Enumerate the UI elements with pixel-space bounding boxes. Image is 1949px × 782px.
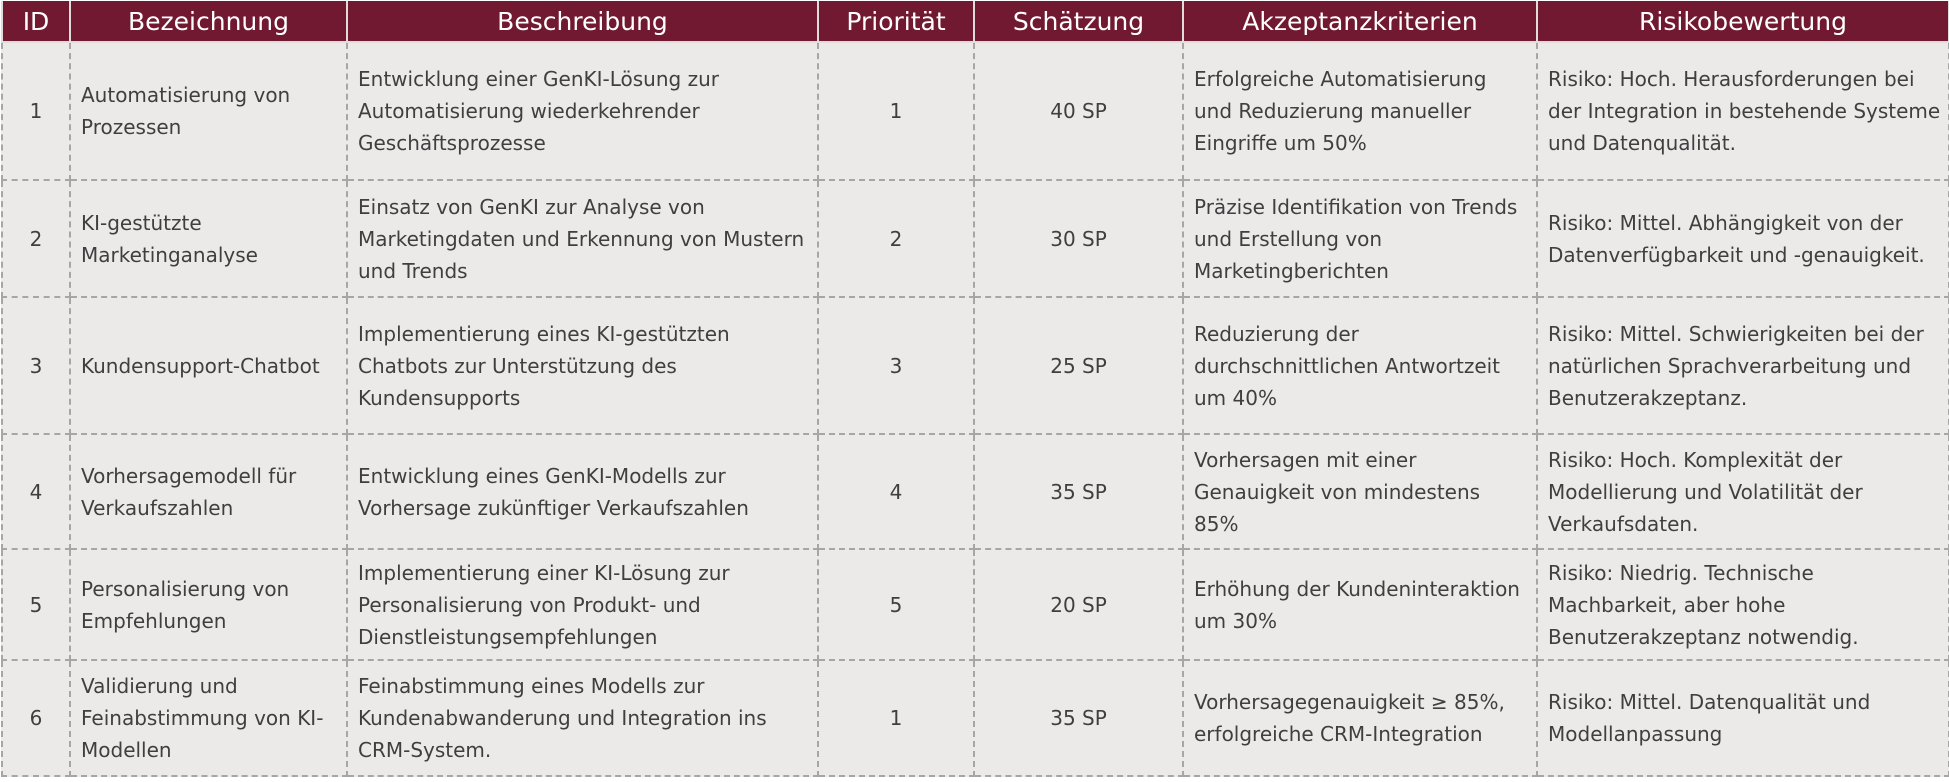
cell-prioritaet: 3 — [818, 297, 974, 434]
header-bezeichnung: Bezeichnung — [70, 1, 347, 42]
cell-akzeptanzkriterien: Präzise Identifikation von Trends und Erstellung von Marketingberichten — [1183, 180, 1537, 297]
table-row — [2, 180, 1949, 297]
header-beschreibung: Beschreibung — [347, 1, 818, 42]
cell-prioritaet: 1 — [818, 660, 974, 776]
cell-beschreibung: Entwicklung einer GenKI-Lösung zur Automatisierung wiederkehrender Geschäftsprozesse — [347, 42, 818, 180]
cell-bezeichnung: Validierung und Feinabstimmung von KI-Modellen — [70, 660, 347, 776]
cell-akzeptanzkriterien: Vorhersagegenauigkeit ≥ 85%, erfolgreiche CRM-Integration — [1183, 660, 1537, 776]
header-id: ID — [2, 1, 70, 42]
header-akzeptanzkriterien: Akzeptanzkriterien — [1183, 1, 1537, 42]
cell-schaetzung: 35 SP — [974, 434, 1183, 549]
header-schaetzung: Schätzung — [974, 1, 1183, 42]
cell-akzeptanzkriterien: Erhöhung der Kundeninteraktion um 30% — [1183, 549, 1537, 660]
cell-akzeptanzkriterien: Erfolgreiche Automatisierung und Reduzierung manueller Eingriffe um 50% — [1183, 42, 1537, 180]
cell-risikobewertung: Risiko: Hoch. Komplexität der Modellierung und Volatilität der Verkaufsdaten. — [1537, 434, 1949, 549]
cell-prioritaet: 1 — [818, 42, 974, 180]
cell-schaetzung: 30 SP — [974, 180, 1183, 297]
cell-bezeichnung: Kundensupport-Chatbot — [70, 297, 347, 434]
cell-schaetzung: 35 SP — [974, 660, 1183, 776]
cell-id: 2 — [2, 180, 70, 297]
cell-beschreibung: Einsatz von GenKI zur Analyse von Marketingdaten und Erkennung von Mustern und Trends — [347, 180, 818, 297]
cell-id: 5 — [2, 549, 70, 660]
cell-bezeichnung: KI-gestützte Marketinganalyse — [70, 180, 347, 297]
cell-akzeptanzkriterien: Reduzierung der durchschnittlichen Antwortzeit um 40% — [1183, 297, 1537, 434]
cell-prioritaet: 2 — [818, 180, 974, 297]
cell-bezeichnung: Vorhersagemodell für Verkaufszahlen — [70, 434, 347, 549]
cell-beschreibung: Entwicklung eines GenKI-Modells zur Vorhersage zukünftiger Verkaufszahlen — [347, 434, 818, 549]
cell-schaetzung: 20 SP — [974, 549, 1183, 660]
table-row — [2, 434, 1949, 549]
header-prioritaet: Priorität — [818, 1, 974, 42]
cell-akzeptanzkriterien: Vorhersagen mit einer Genauigkeit von mindestens 85% — [1183, 434, 1537, 549]
cell-beschreibung: Implementierung eines KI-gestützten Chatbots zur Unterstützung des Kundensupports — [347, 297, 818, 434]
cell-bezeichnung: Personalisierung von Empfehlungen — [70, 549, 347, 660]
cell-prioritaet: 5 — [818, 549, 974, 660]
cell-id: 3 — [2, 297, 70, 434]
cell-id: 4 — [2, 434, 70, 549]
cell-beschreibung: Feinabstimmung eines Modells zur Kundenabwanderung und Integration ins CRM-System. — [347, 660, 818, 776]
table-row — [2, 297, 1949, 434]
table-row — [2, 42, 1949, 180]
cell-schaetzung: 40 SP — [974, 42, 1183, 180]
cell-risikobewertung: Risiko: Niedrig. Technische Machbarkeit, aber hohe Benutzerakzeptanz notwendig. — [1537, 549, 1949, 660]
cell-id: 1 — [2, 42, 70, 180]
cell-risikobewertung: Risiko: Mittel. Abhängigkeit von der Datenverfügbarkeit und -genauigkeit. — [1537, 180, 1949, 297]
cell-bezeichnung: Automatisierung von Prozessen — [70, 42, 347, 180]
cell-risikobewertung: Risiko: Mittel. Datenqualität und Modellanpassung — [1537, 660, 1949, 776]
backlog-table — [1, 1, 1949, 777]
cell-risikobewertung: Risiko: Hoch. Herausforderungen bei der Integration in bestehende Systeme und Datenqualität. — [1537, 42, 1949, 180]
table-row — [2, 660, 1949, 776]
table-header-row — [2, 1, 1949, 42]
cell-id: 6 — [2, 660, 70, 776]
cell-prioritaet: 4 — [818, 434, 974, 549]
cell-beschreibung: Implementierung einer KI-Lösung zur Personalisierung von Produkt- und Dienstleistungsempfehlungen — [347, 549, 818, 660]
table-row — [2, 549, 1949, 660]
header-risikobewertung: Risikobewertung — [1537, 1, 1949, 42]
cell-schaetzung: 25 SP — [974, 297, 1183, 434]
cell-risikobewertung: Risiko: Mittel. Schwierigkeiten bei der natürlichen Sprachverarbeitung und Benutzerakzeptanz. — [1537, 297, 1949, 434]
